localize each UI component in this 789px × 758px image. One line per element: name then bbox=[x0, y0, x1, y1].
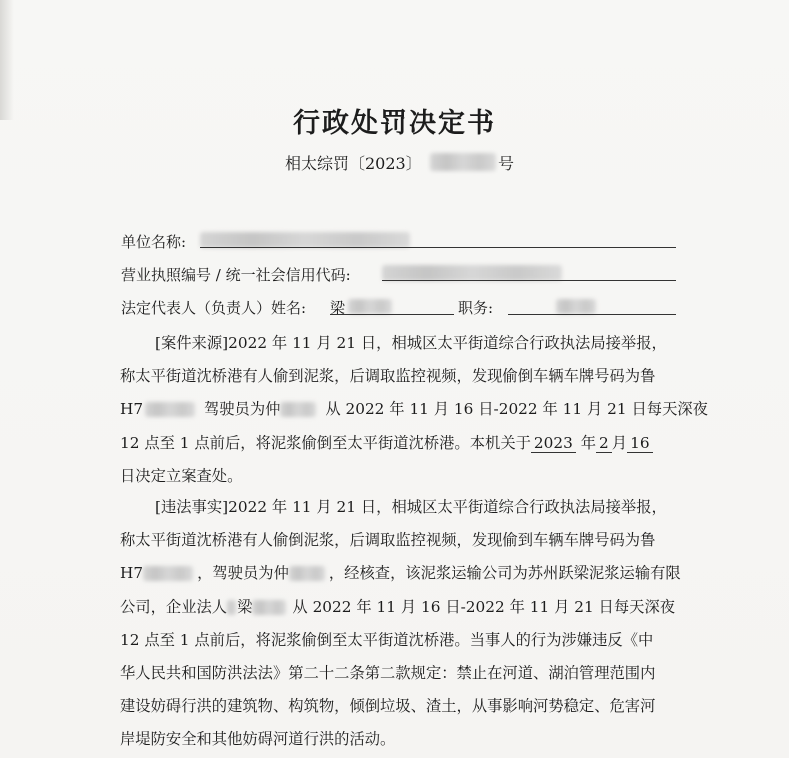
case-source-line-2: 称太平街道沈桥港有人偷到泥浆，后调取监控视频，发现偷倒车辆车牌号码为鲁 bbox=[120, 367, 656, 386]
redacted-legal-person-name bbox=[252, 600, 292, 616]
redacted-license bbox=[382, 265, 562, 281]
violation-line-6: 华人民共和国防洪法法》第二十二条第二款规定：禁止在河道、湖泊管理范围内 bbox=[120, 663, 656, 682]
unit-name-line bbox=[200, 247, 676, 248]
filing-month: 2 bbox=[596, 434, 612, 453]
driver-label: 驾驶员为仲 bbox=[203, 400, 281, 419]
case-source-line-4: 12 点至 1 点前后，将泥浆偷倒至太平街道沈桥港。本机关于 2023 年 2 月 16 bbox=[120, 427, 680, 460]
redacted-plate bbox=[143, 566, 197, 582]
license-label: 营业执照编号 / 统一社会信用代码: bbox=[121, 266, 351, 284]
case-source-line-1: [案件来源]2022 年 11 月 21 日，相城区太平街道综合行政执法局接举报， bbox=[155, 334, 667, 352]
case-source-line-5: 日决定立案查处。 bbox=[120, 466, 243, 485]
legal-rep-label: 法定代表人（负责人）姓名: bbox=[121, 299, 307, 317]
doc-number-prefix: 相太综罚〔2023〕 bbox=[285, 154, 422, 173]
unit-name-label: 单位名称: bbox=[121, 233, 187, 251]
violation-line-4: 公司，企业法人 梁 从 2022 年 11 月 16 日-2022 年 11 月 21 日每天深夜 bbox=[120, 597, 676, 616]
filing-day: 16 bbox=[627, 434, 652, 453]
plate-prefix: H7 bbox=[120, 400, 144, 419]
document-title: 行政处罚决定书 bbox=[293, 108, 496, 139]
violation-line-1: [违法事实]2022 年 11 月 21 日，相城区太平街道综合行政执法局接举报， bbox=[155, 498, 667, 516]
case-source-line-3 bbox=[120, 393, 708, 426]
filing-year: 2023 bbox=[531, 434, 576, 453]
redacted-position bbox=[556, 299, 596, 314]
violation-line-8: 岸堤防安全和其他妨碍河道行洪的活动。 bbox=[120, 730, 396, 749]
case-source-paragraph bbox=[120, 327, 708, 493]
violation-line-7: 建设妨碍行洪的建筑物、构筑物，倾倒垃圾、渣土，从事影响河势稳定、危害河 bbox=[120, 697, 656, 716]
position-label: 职务: bbox=[458, 299, 494, 317]
redacted-driver bbox=[289, 566, 329, 582]
violation-line-5: 12 点至 1 点前后，将泥浆偷倒至太平街道沈桥港。当事人的行为涉嫌违反《中 bbox=[120, 630, 654, 649]
time-range: 从 2022 年 11 月 16 日-2022 年 11 月 21 日每天深夜 bbox=[325, 400, 708, 419]
redacted-legal-rep bbox=[348, 299, 392, 314]
violation-line-3: H7 ，驾驶员为仲 ，经核查，该泥浆运输公司为苏州跃梁泥浆运输有限 bbox=[120, 564, 681, 583]
license-line bbox=[382, 280, 676, 281]
doc-number-suffix: 号 bbox=[498, 154, 515, 173]
violation-paragraph bbox=[120, 491, 680, 757]
redacted-plate bbox=[143, 402, 199, 418]
redacted-legal-person bbox=[227, 600, 237, 616]
redacted-number bbox=[430, 153, 496, 171]
legal-rep-line bbox=[330, 314, 454, 315]
redacted-driver bbox=[280, 402, 320, 418]
redacted-unit-name bbox=[200, 232, 410, 248]
position-line bbox=[508, 314, 676, 315]
legal-rep-value: 梁 bbox=[330, 299, 346, 317]
violation-line-2: 称太平街道沈桥港有人偷倒泥浆，后调取监控视频，发现偷到车辆车牌号码为鲁 bbox=[120, 531, 656, 550]
